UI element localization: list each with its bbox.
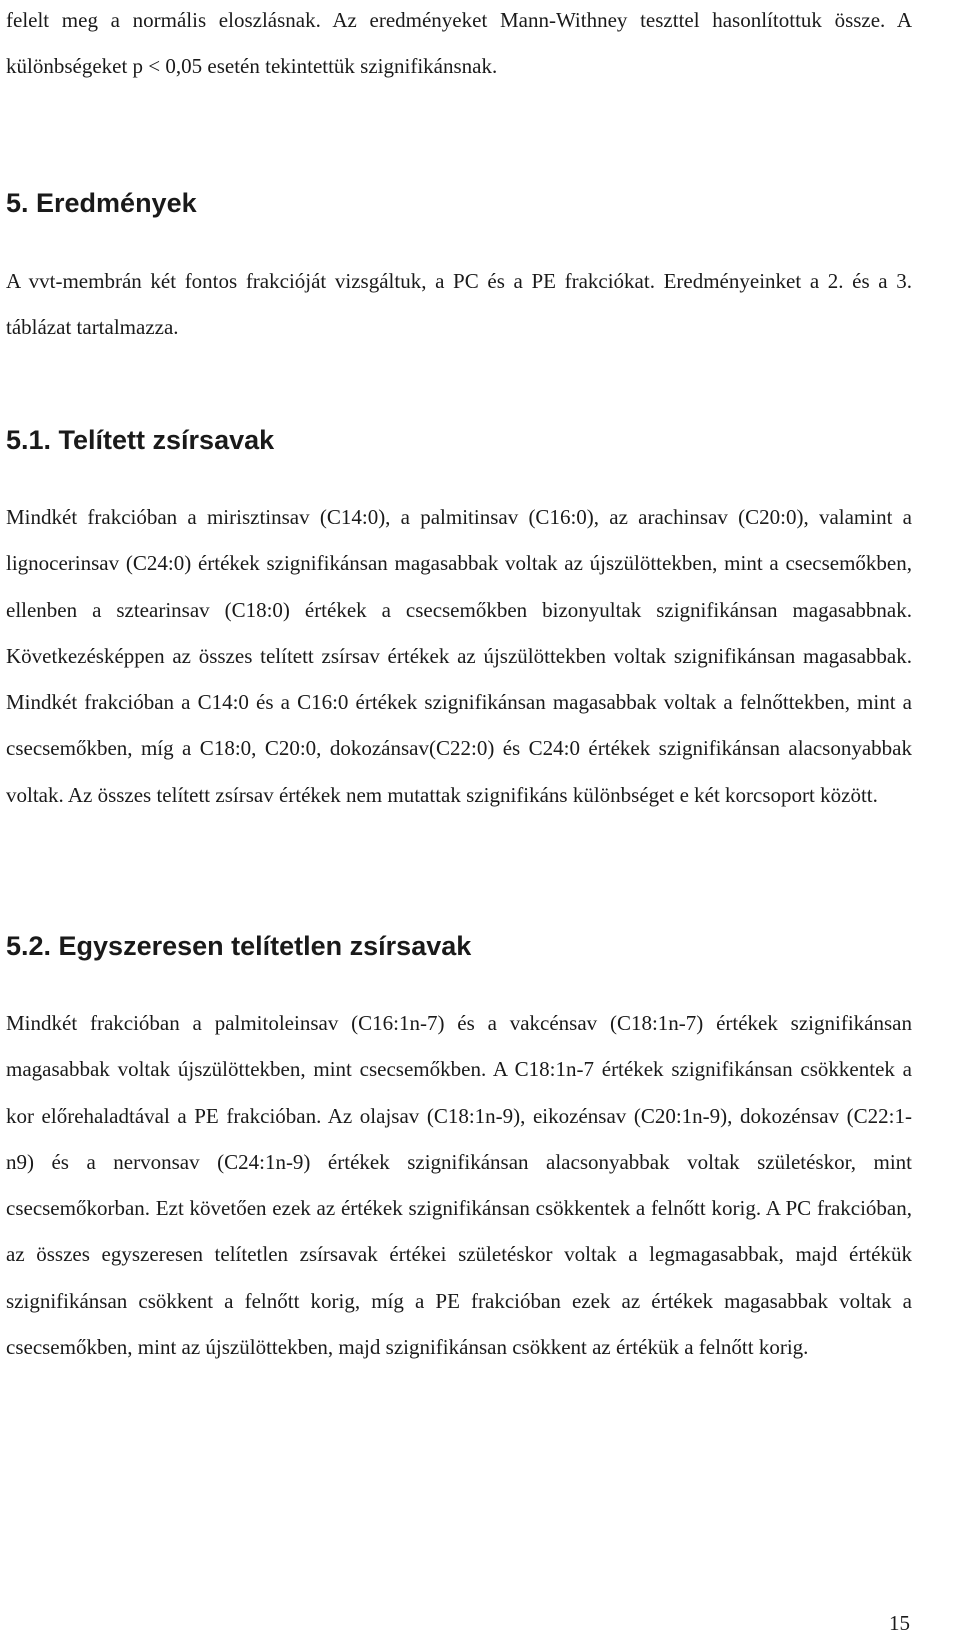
section-5-1-paragraph: Mindkét frakcióban a mirisztinsav (C14:0), a palmitinsav (C16:0), az arachinsav (C20:0), valamint a lignocerinsav (C24:0) értékek szignifikánsan magasabbak voltak az újszülöttekben, mint a csecsemőkben, ellenben a sztearinsav (C18:0) értékek a csecsemőkben bizonyultak szignifikánsan magasabbnak. Következésképpen az összes telített zsírsav értékek az újszülöttekben voltak szignifikánsan magasabbak. Mindkét frakcióban a C14:0 és a C16:0 értékek szignifikánsan magasabbak voltak a felnőttekben, mint a csecsemőkben, míg a C18:0, C20:0, dokozánsav(C22:0) és C24:0 értékek szignifikánsan alacsonyabbak voltak. Az összes telített zsírsav értékek nem mutattak szignifikáns különbséget e két korcsoport között. (6, 505, 912, 807)
intro-paragraph: felelt meg a normális eloszlásnak. Az eredményeket Mann-Withney teszttel hasonlítottuk össze. A különbségeket p < 0,05 esetén tekintettük szignifikánsnak. (6, 8, 912, 79)
section-5-2-heading: 5.2. Egyszeresen telítetlen zsírsavak (6, 931, 472, 961)
page-number: 15 (889, 1611, 910, 1635)
section-5-1-heading: 5.1. Telített zsírsavak (6, 425, 275, 455)
section-5-2-paragraph: Mindkét frakcióban a palmitoleinsav (C16:1n-7) és a vakcénsav (C18:1n-7) értékek szignifikánsan magasabbak voltak újszülöttekben, mint csecsemőkben. A C18:1n-7 értékek szignifikánsan csökkentek a kor előrehaladtával a PE frakcióban. Az olajsav (C18:1n-9), eikozénsav (C20:1n-9), dokozénsav (C22:1-n9) és a nervonsav (C24:1n-9) értékek szignifikánsan alacsonyabbak voltak születéskor, mint csecsemőkorban. Ezt követően ezek az értékek szignifikánsan csökkentek a felnőtt korig. A PC frakcióban, az összes egyszeresen telítetlen zsírsavak értékei születéskor voltak a legmagasabbak, majd értékük szignifikánsan csökkent a felnőtt korig, míg a PE frakcióban ezek az értékek magasabbak voltak a csecsemőkben, mint az újszülöttekben, majd szignifikánsan csökkent az értékük a felnőtt korig. (6, 1011, 912, 1360)
section-5-paragraph: A vvt-membrán két fontos frakcióját vizsgáltuk, a PC és a PE frakciókat. Eredményeinket a 2. és a 3. táblázat tartalmazza. (6, 269, 912, 340)
section-5-heading: 5. Eredmények (6, 188, 197, 218)
